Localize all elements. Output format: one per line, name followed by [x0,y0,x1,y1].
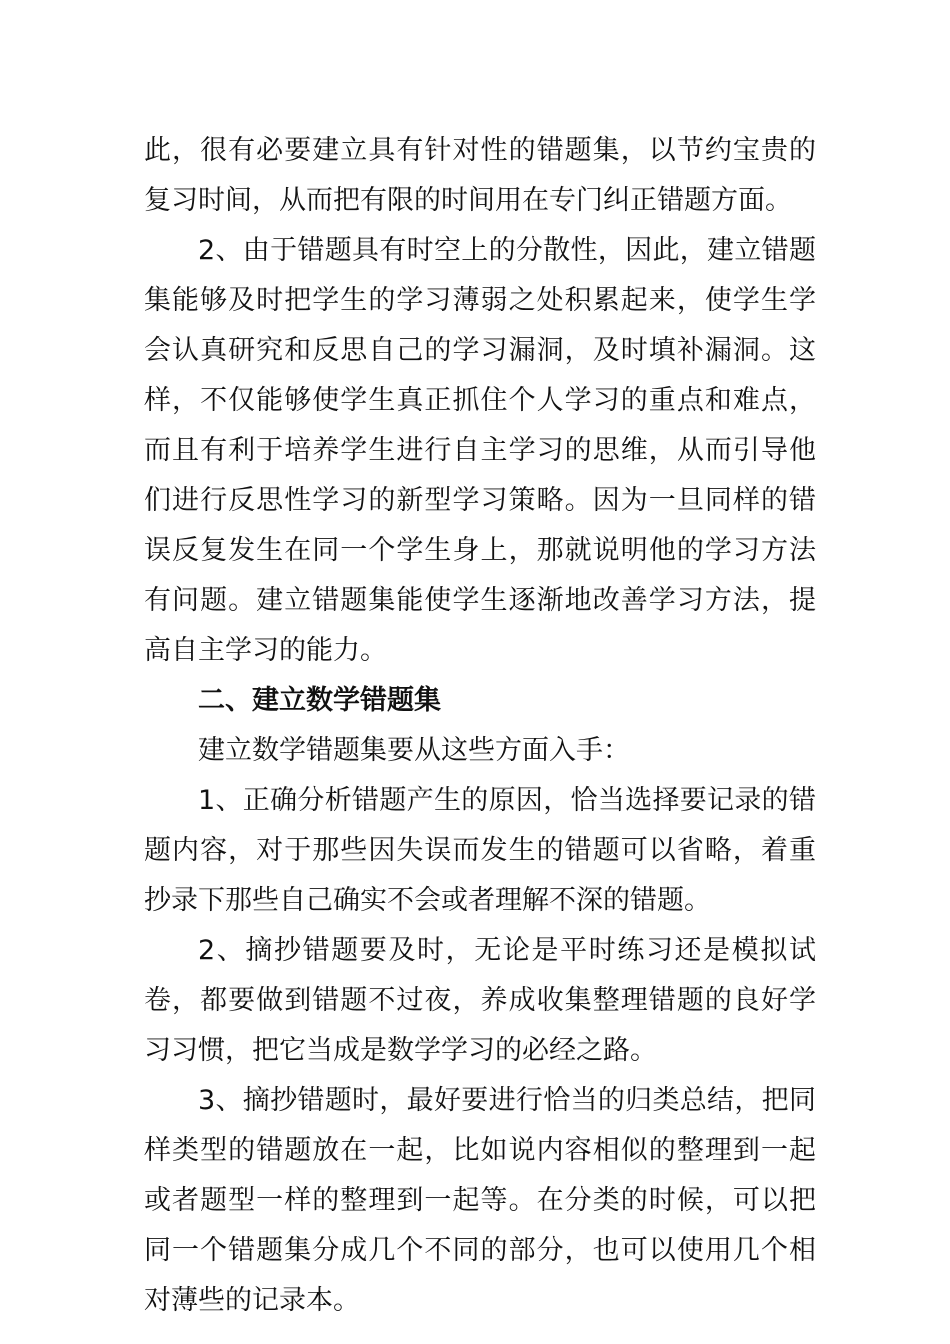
document-body [144,126,816,1326]
section-heading: 二、建立数学错题集 [198,685,441,716]
paragraph-step-1: 1、正确分析错题产生的原因，恰当选择要记录的错题内容，对于那些因失误而发生的错题可以省略，着重抄录下那些自己确实不会或者理解不深的错题。 [144,785,816,916]
paragraph-step-2: 2、摘抄错题要及时，无论是平时练习还是模拟试卷，都要做到错题不过夜，养成收集整理错题的良好学习习惯，把它当成是数学学习的必经之路。 [144,935,816,1066]
paragraph-point-2: 2、由于错题具有时空上的分散性，因此，建立错题集能够及时把学生的学习薄弱之处积累起来，使学生学会认真研究和反思自己的学习漏洞，及时填补漏洞。这样，不仅能够使学生真正抓住个人学习的重点和难点，而且有利于培养学生进行自主学习的思维，从而引导他们进行反思性学习的新型学习策略。因为一旦同样的错误反复发生在同一个学生身上，那就说明他的学习方法有问题。建立错题集能使学生逐渐地改善学习方法，提高自主学习的能力。 [144,235,816,666]
paragraph-step-3: 3、摘抄错题时，最好要进行恰当的归类总结，把同样类型的错题放在一起，比如说内容相似的整理到一起或者题型一样的整理到一起等。在分类的时候，可以把同一个错题集分成几个不同的部分，也可以使用几个相对薄些的记录本。 [144,1085,816,1316]
paragraph-continuation: 此，很有必要建立具有针对性的错题集，以节约宝贵的复习时间，从而把有限的时间用在专门纠正错题方面。 [144,135,816,216]
paragraph-intro: 建立数学错题集要从这些方面入手： [198,735,630,766]
